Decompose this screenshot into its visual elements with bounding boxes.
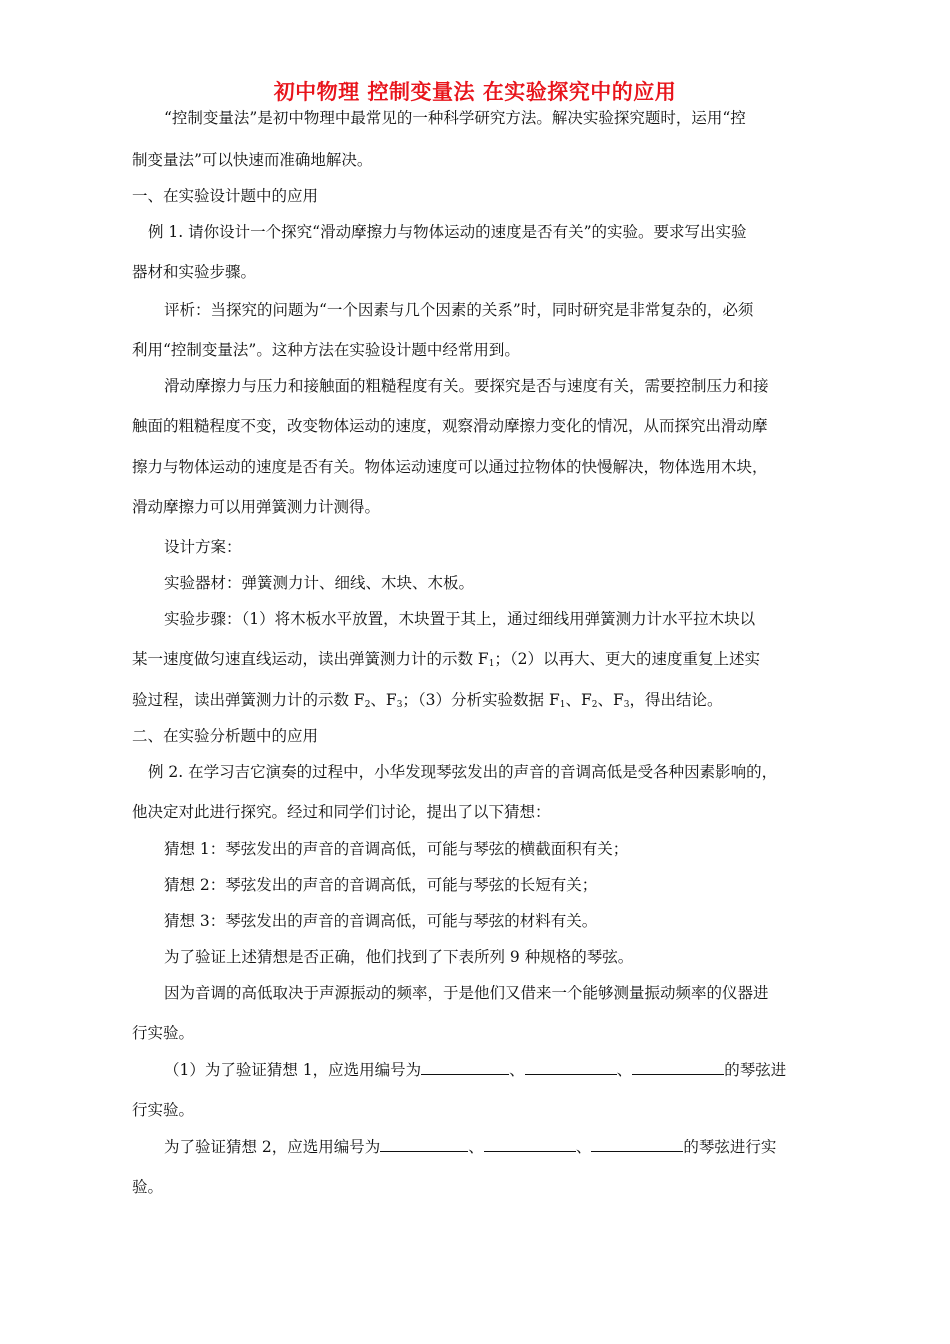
analysis-line-1: 评析：当探究的问题为“一个因素与几个因素的关系”时，同时研究是非常复杂的，必须 xyxy=(164,301,754,319)
answer-blank[interactable] xyxy=(632,1060,724,1075)
separator: 、 xyxy=(509,1061,525,1079)
steps-line-3-text-e: 、F xyxy=(597,691,624,709)
steps-line-2 xyxy=(132,649,818,675)
subscript-4: 1 xyxy=(559,700,566,710)
intro-line-1: “控制变量法”是初中物理中最常见的一种科学研究方法。解决实验探究题时，运用“控 xyxy=(164,109,746,127)
subscript-2: 2 xyxy=(364,700,371,710)
page-title: 初中物理 控制变量法 在实验探究中的应用 xyxy=(273,80,677,104)
separator: 、 xyxy=(575,1138,592,1156)
because-line-1: 因为音调的高低取决于声源振动的频率，于是他们又借来一个能够测量振动频率的仪器进 xyxy=(164,984,769,1002)
example-2-line-1: 例 2. 在学习吉它演奏的过程中，小华发现琴弦发出的声音的音调高低是受各种因素影响的， xyxy=(148,763,778,781)
separator: 、 xyxy=(616,1061,633,1079)
subscript-6: 3 xyxy=(623,700,630,710)
subscript-5: 2 xyxy=(591,700,598,710)
steps-line-3-text-d: 、F xyxy=(565,691,592,709)
steps-line-3-text-f: ，得出结论。 xyxy=(629,691,723,709)
steps-line-3-text-c: ；（3）分析实验数据 F xyxy=(402,691,560,709)
example-1-line-2: 器材和实验步骤。 xyxy=(132,263,257,281)
answer-blank[interactable] xyxy=(591,1137,683,1152)
question-1-line-1 xyxy=(164,1060,850,1081)
example-2-line-2: 他决定对此进行探究。经过和同学们讨论，提出了以下猜想： xyxy=(132,803,551,821)
answer-blank[interactable] xyxy=(380,1137,468,1152)
question-1-suffix: 的琴弦进 xyxy=(724,1061,787,1079)
section-heading-2: 二、在实验分析题中的应用 xyxy=(132,727,319,745)
explain-line-1: 滑动摩擦力与压力和接触面的粗糙程度有关。要探究是否与速度有关，需要控制压力和接 xyxy=(164,377,769,395)
steps-line-2-text-a: 某一速度做匀速直线运动，读出弹簧测力计的示数 F xyxy=(132,650,489,668)
steps-line-1: 实验步骤：（1）将木板水平放置，木块置于其上，通过细线用弹簧测力计水平拉木块以 xyxy=(164,610,756,628)
design-plan-label: 设计方案： xyxy=(164,538,242,556)
example-1-line-1: 例 1. 请你设计一个探究“滑动摩擦力与物体运动的速度是否有关”的实验。要求写出实验 xyxy=(148,223,747,241)
subscript-3: 3 xyxy=(396,700,403,710)
section-heading-1: 一、在实验设计题中的应用 xyxy=(132,187,319,205)
answer-blank[interactable] xyxy=(525,1060,617,1075)
subscript-1: 1 xyxy=(488,659,495,669)
question-2-line-2: 验。 xyxy=(132,1178,164,1196)
question-2-suffix: 的琴弦进行实 xyxy=(683,1138,777,1156)
explain-line-2: 触面的粗糙程度不变，改变物体运动的速度，观察滑动摩擦力变化的情况，从而探究出滑动摩 xyxy=(132,417,768,435)
verify-line: 为了验证上述猜想是否正确，他们找到了下表所列 9 种规格的琴弦。 xyxy=(164,948,634,966)
steps-line-3-text-b: 、F xyxy=(370,691,397,709)
intro-line-2: 制变量法”可以快速而准确地解决。 xyxy=(132,151,373,169)
question-2-line-1 xyxy=(164,1137,850,1158)
guess-3: 猜想 3：琴弦发出的声音的音调高低，可能与琴弦的材料有关。 xyxy=(164,912,598,930)
equipment-line: 实验器材：弹簧测力计、细线、木块、木板。 xyxy=(164,574,475,592)
analysis-line-2: 利用“控制变量法”。这种方法在实验设计题中经常用到。 xyxy=(132,341,520,359)
explain-line-4: 滑动摩擦力可以用弹簧测力计测得。 xyxy=(132,498,381,516)
question-2-prompt: 为了验证猜想 2，应选用编号为 xyxy=(164,1138,381,1156)
question-1-line-2: 行实验。 xyxy=(132,1101,195,1119)
answer-blank[interactable] xyxy=(421,1060,509,1075)
because-line-2: 行实验。 xyxy=(132,1024,195,1042)
steps-line-3 xyxy=(132,690,818,716)
steps-line-3-text-a: 验过程，读出弹簧测力计的示数 F xyxy=(132,691,365,709)
guess-2: 猜想 2：琴弦发出的声音的音调高低，可能与琴弦的长短有关； xyxy=(164,876,598,894)
steps-line-2-text-b: ；（2）以再大、更大的速度重复上述实 xyxy=(494,650,761,668)
guess-1: 猜想 1：琴弦发出的声音的音调高低，可能与琴弦的横截面积有关； xyxy=(164,840,629,858)
explain-line-3: 擦力与物体运动的速度是否有关。物体运动速度可以通过拉物体的快慢解决，物体选用木块， xyxy=(132,458,768,476)
question-1-prompt: （1）为了验证猜想 1，应选用编号为 xyxy=(164,1061,422,1079)
answer-blank[interactable] xyxy=(484,1137,576,1152)
separator: 、 xyxy=(468,1138,484,1156)
